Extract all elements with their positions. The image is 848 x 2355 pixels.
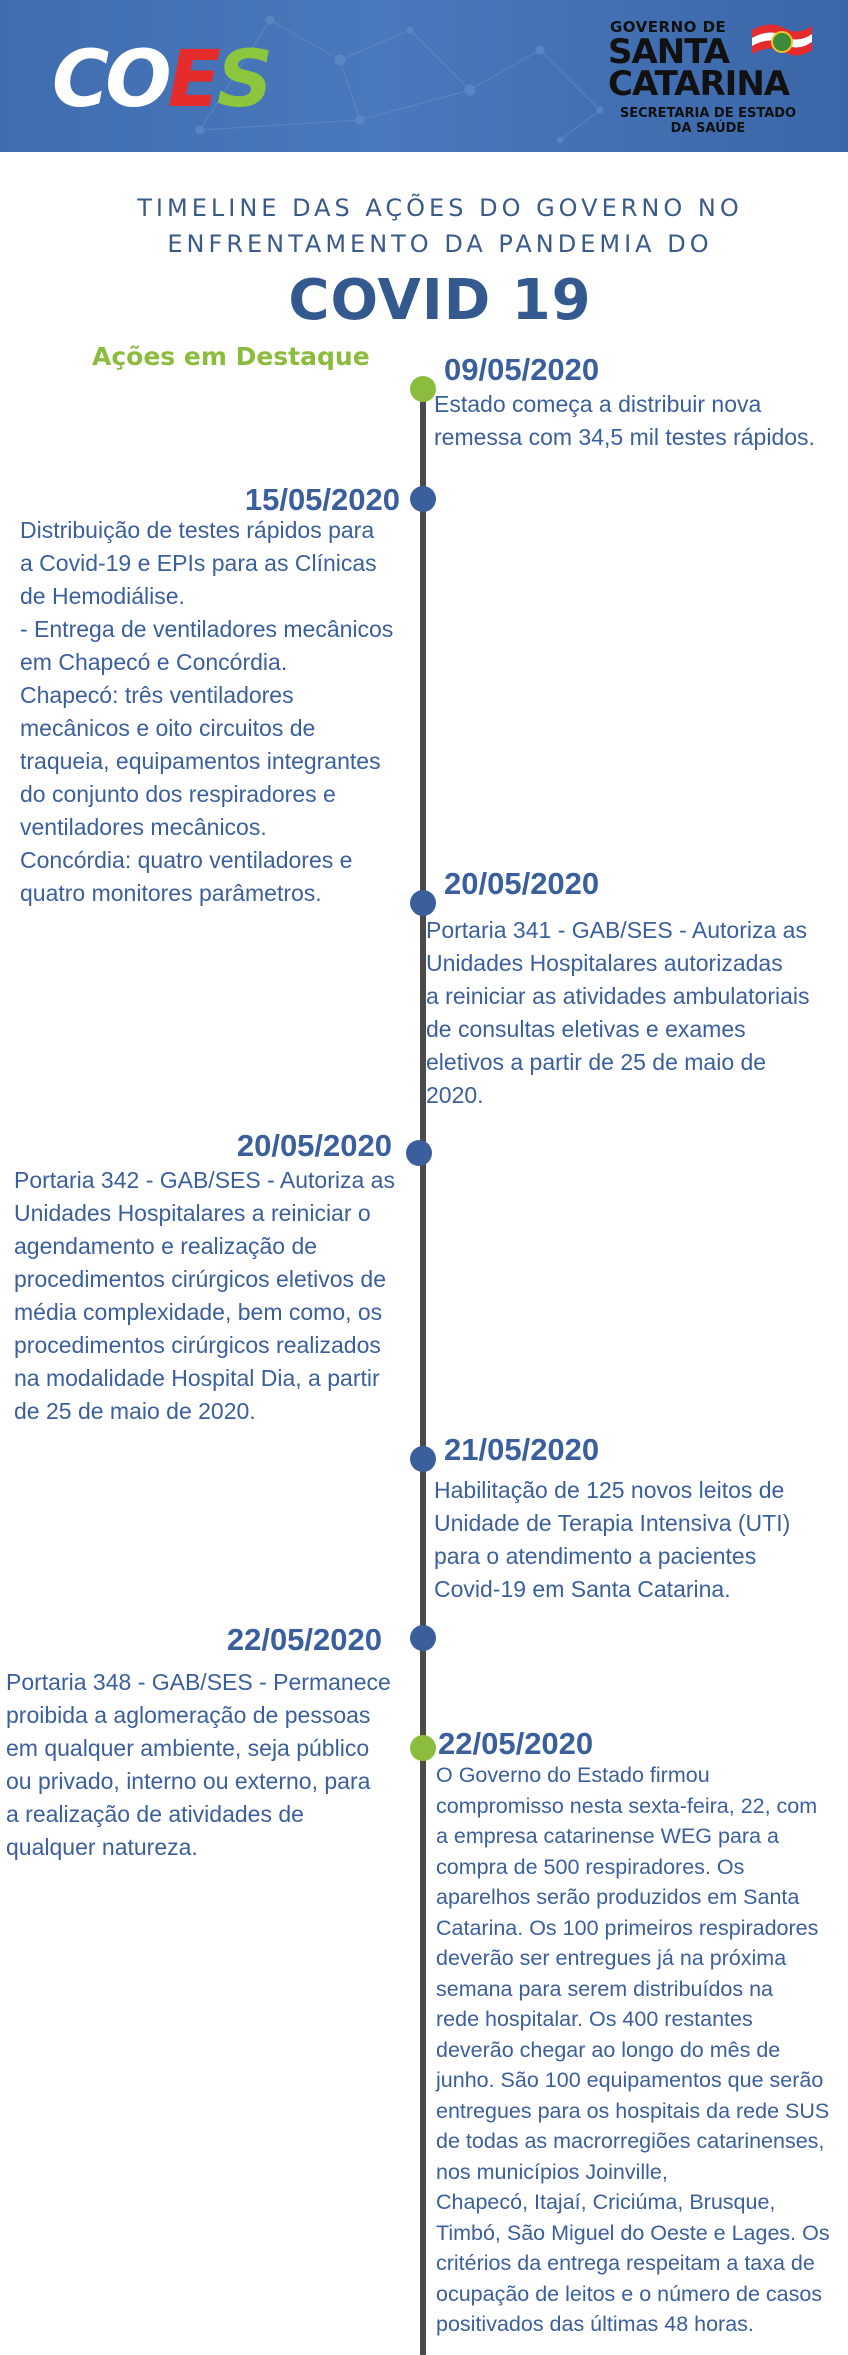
coes-letter-e: E: [167, 35, 217, 125]
state-name: [608, 32, 790, 104]
coes-letter-s: S: [216, 35, 270, 125]
covid-heading: COVID 19: [288, 268, 592, 333]
gov-line: GOVERNO DE: [610, 18, 727, 36]
entry-date: 15/05/2020: [244, 482, 400, 517]
header-banner: [0, 0, 848, 152]
state-name-line2: CATARINA: [608, 64, 790, 104]
page-title: [60, 190, 820, 262]
santa-catarina-logo: [608, 18, 818, 138]
timeline-dot: [410, 890, 436, 916]
entry-date: 20/05/2020: [444, 866, 600, 901]
entry-text: Estado começa a distribuir nova remessa com 34,5 mil testes rápidos.: [434, 391, 815, 450]
entry-date: 22/05/2020: [226, 1622, 382, 1657]
timeline-dot: [410, 1735, 436, 1761]
entry-text: Habilitação de 125 novos leitos de Unidade de Terapia Intensiva (UTI) para o atendimento a pacientes Covid-19 em Santa Catarina.: [434, 1477, 791, 1602]
timeline-dot: [410, 376, 436, 402]
timeline-dot: [410, 1625, 436, 1651]
secretaria-line2: DA SAÚDE: [670, 121, 746, 136]
state-name-line1: SANTA: [608, 32, 730, 72]
coes-letter-o: O: [105, 35, 168, 125]
timeline-dot: [410, 486, 436, 512]
secretaria-line1: SECRETARIA DE ESTADO: [619, 106, 797, 121]
timeline-dot: [410, 1446, 436, 1472]
entry-date: 09/05/2020: [444, 352, 600, 387]
entry-text: Distribuição de testes rápidos para a Covid-19 e EPIs para as Clínicas de Hemodiálise. - Entrega de ventiladores mecânicos em Chapecó e Concórdia. Chapecó: três ventiladores mecânicos e oito circuitos de traqueia, equipamentos integrantes do conjunto dos respiradores e ventiladores mecânicos. Concórdia: quatro ventiladores e quatro monitores parâmetros.: [20, 517, 394, 906]
coes-letter-c: C: [52, 35, 106, 125]
entry-text: Portaria 348 - GAB/SES - Permanece proibida a aglomeração de pessoas em qualquer ambiente, seja público ou privado, interno ou externo, para a realização de atividades de qualquer natureza.: [6, 1669, 391, 1860]
title-line1: TIMELINE DAS AÇÕES DO GOVERNO NO: [137, 194, 743, 222]
entry-text: Portaria 342 - GAB/SES - Autoriza as Unidades Hospitalares a reiniciar o agendamento e realização de procedimentos cirúrgicos eletivos de média complexidade, bem como, os procedimentos cirúrgicos realizados na modalidade Hospital Dia, a partir de 25 de maio de 2020.: [14, 1167, 395, 1424]
entry-text: Portaria 341 - GAB/SES - Autoriza as Unidades Hospitalares autorizadas a reiniciar as atividades ambulatoriais de consultas eletivas e exames eletivos a partir de 25 de maio de 2020.: [426, 917, 810, 1108]
entry-date: 21/05/2020: [444, 1432, 600, 1467]
timeline-dot: [406, 1140, 432, 1166]
title-line2: ENFRENTAMENTO DA PANDEMIA DO: [167, 230, 713, 258]
secretaria-label: [608, 106, 808, 136]
entry-date: 22/05/2020: [438, 1726, 594, 1761]
entry-text: O Governo do Estado firmou compromisso nesta sexta-feira, 22, com a empresa catarinense WEG para a compra de 500 respiradores. Os aparelhos serão produzidos em Santa Catarina. Os 100 primeiros respiradores deverão ser entregues já na próxima semana para serem distribuídos na rede hospitalar. Os 400 restantes deverão chegar ao longo do mês de junho. São 100 equipamentos que serão entregues para os hospitais da rede SUS de todas as macrorregiões catarinenses, nos municípios Joinville, Chapecó, Itajaí, Criciúma, Brusque, Timbó, São Miguel do Oeste e Lages. Os critérios da entrega respeitam a taxa de ocupação de leitos e o número de casos positivados das últimas 48 horas.: [436, 1763, 830, 2336]
coes-logo: [52, 35, 270, 125]
highlights-subtitle: Ações em Destaque: [92, 342, 370, 371]
entry-date: 20/05/2020: [236, 1128, 392, 1163]
